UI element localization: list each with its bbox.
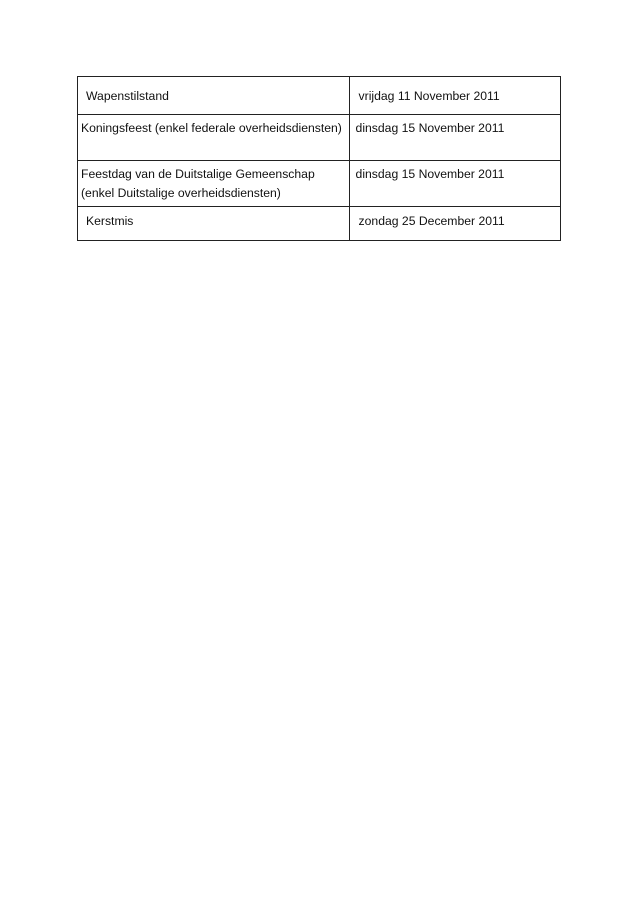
holiday-name: Kerstmis (86, 214, 134, 228)
holiday-name: Wapenstilstand (86, 89, 169, 103)
holiday-name-cell (78, 115, 350, 161)
holiday-date-cell (349, 115, 560, 161)
holiday-date-cell (349, 207, 560, 241)
table-row (78, 207, 561, 241)
holiday-name: Koningsfeest (enkel federale overheidsdiensten) (81, 121, 342, 135)
table-row (78, 161, 561, 207)
holiday-date: zondag 25 December 2011 (358, 214, 505, 228)
table-row (78, 115, 561, 161)
holiday-date-cell (349, 77, 560, 115)
holiday-date: vrijdag 11 November 2011 (358, 89, 500, 103)
holiday-name-cell (78, 161, 350, 207)
table-row (78, 77, 561, 115)
holiday-date-cell (349, 161, 560, 207)
holiday-name-cell (78, 77, 350, 115)
holiday-date: dinsdag 15 November 2011 (355, 121, 505, 135)
holiday-date: dinsdag 15 November 2011 (355, 167, 505, 181)
holiday-name: Feestdag van de Duitstalige Gemeenschap (enkel Duitstalige overheidsdiensten) (81, 167, 315, 200)
holiday-table (77, 76, 561, 241)
holiday-name-cell (78, 207, 350, 241)
